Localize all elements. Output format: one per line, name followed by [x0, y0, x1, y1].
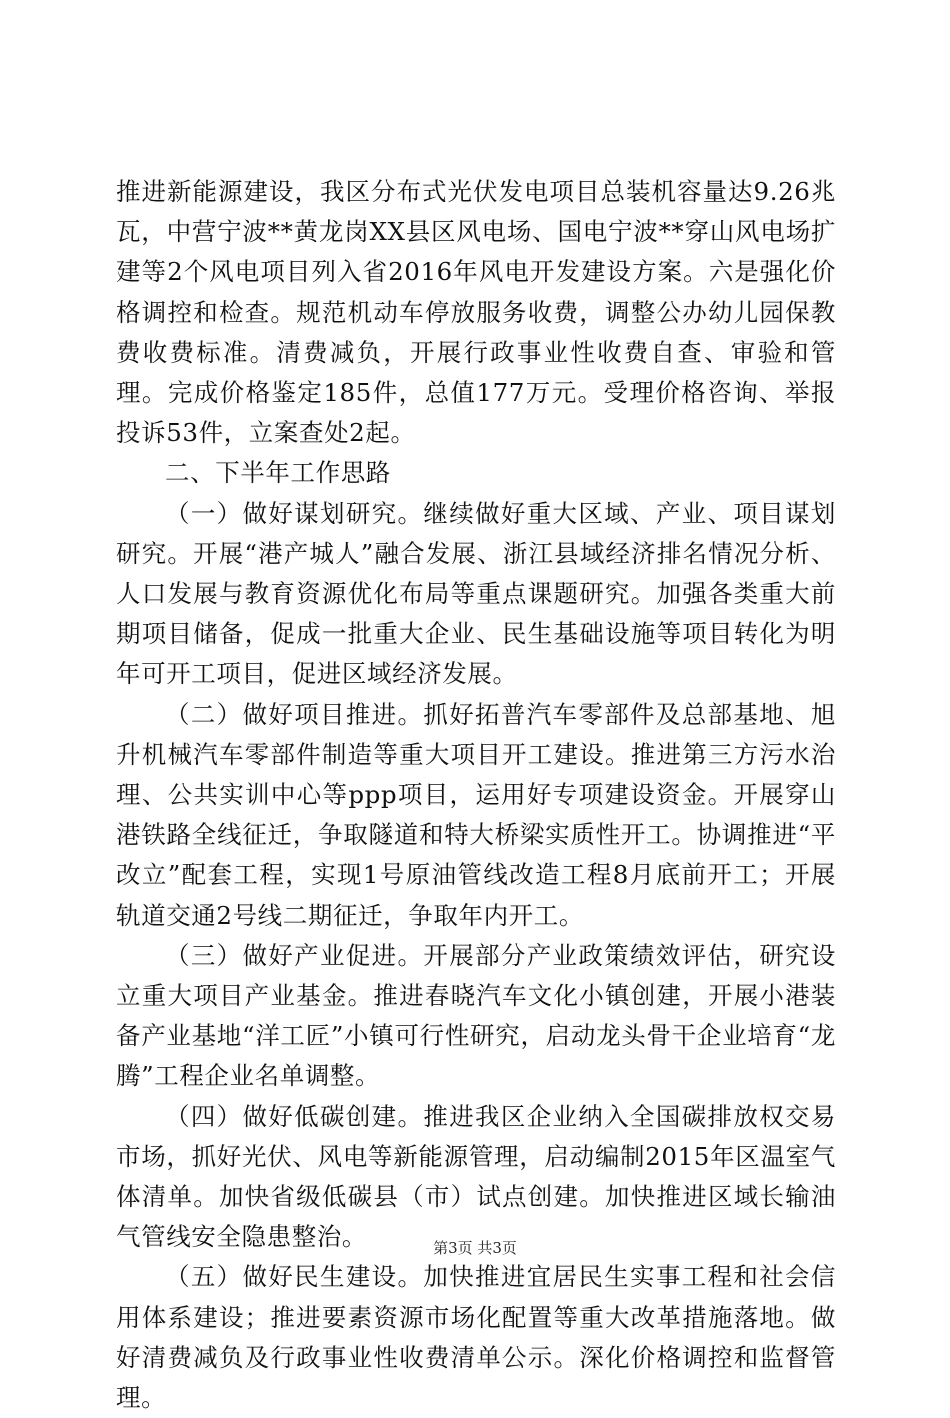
paragraph-item-3: （三）做好产业促进。开展部分产业政策绩效评估，研究设立重大项目产业基金。推进春晓汽车文化小镇创建，开展小港装备产业基地“洋工匠”小镇可行性研究，启动龙头骨干企业培育“龙腾”工程企业名单调整。: [116, 940, 836, 1091]
page-footer: [0, 1238, 950, 1258]
paragraph-item-5: （五）做好民生建设。加快推进宜居民生实事工程和社会信用体系建设；推进要素资源市场化配置等重大改革措施落地。做好清费减负及行政事业性收费清单公示。深化价格调控和监督管理。: [116, 1262, 836, 1413]
paragraph-continuation: 推进新能源建设，我区分布式光伏发电项目总装机容量达9.26兆瓦，中营宁波**黄龙岗XX县区风电场、国电宁波**穿山风电场扩建等2个风电项目列入省2016年风电开发建设方案。六是强化价格调控和检查。规范机动车停放服务收费，调整公办幼儿园保教费收费标准。清费减负，开展行政事业性收费自查、审验和管理。完成价格鉴定185件，总值177万元。受理价格咨询、举报投诉53件，立案查处2起。: [116, 177, 836, 448]
section-heading: 二、下半年工作思路: [165, 458, 391, 488]
page-number: 第3页 共3页: [433, 1239, 517, 1257]
document-body: [116, 172, 836, 1418]
paragraph-item-4: （四）做好低碳创建。推进我区企业纳入全国碳排放权交易市场，抓好光伏、风电等新能源管理，启动编制2015年区温室气体清单。加快省级低碳县（市）试点创建。加快推进区域长输油气管线安全隐患整治。: [116, 1101, 836, 1252]
paragraph-item-2: （二）做好项目推进。抓好拓普汽车零部件及总部基地、旭升机械汽车零部件制造等重大项目开工建设。推进第三方污水治理、公共实训中心等ppp项目，运用好专项建设资金。开展穿山港铁路全线征迁，争取隧道和特大桥梁实质性开工。协调推进“平改立”配套工程，实现1号原油管线改造工程8月底前开工；开展轨道交通2号线二期征迁，争取年内开工。: [116, 699, 836, 930]
paragraph-item-1: （一）做好谋划研究。继续做好重大区域、产业、项目谋划研究。开展“港产城人”融合发展、浙江县域经济排名情况分析、人口发展与教育资源优化布局等重点课题研究。加强各类重大前期项目储备，促成一批重大企业、民生基础设施等项目转化为明年可开工项目，促进区域经济发展。: [116, 498, 836, 689]
